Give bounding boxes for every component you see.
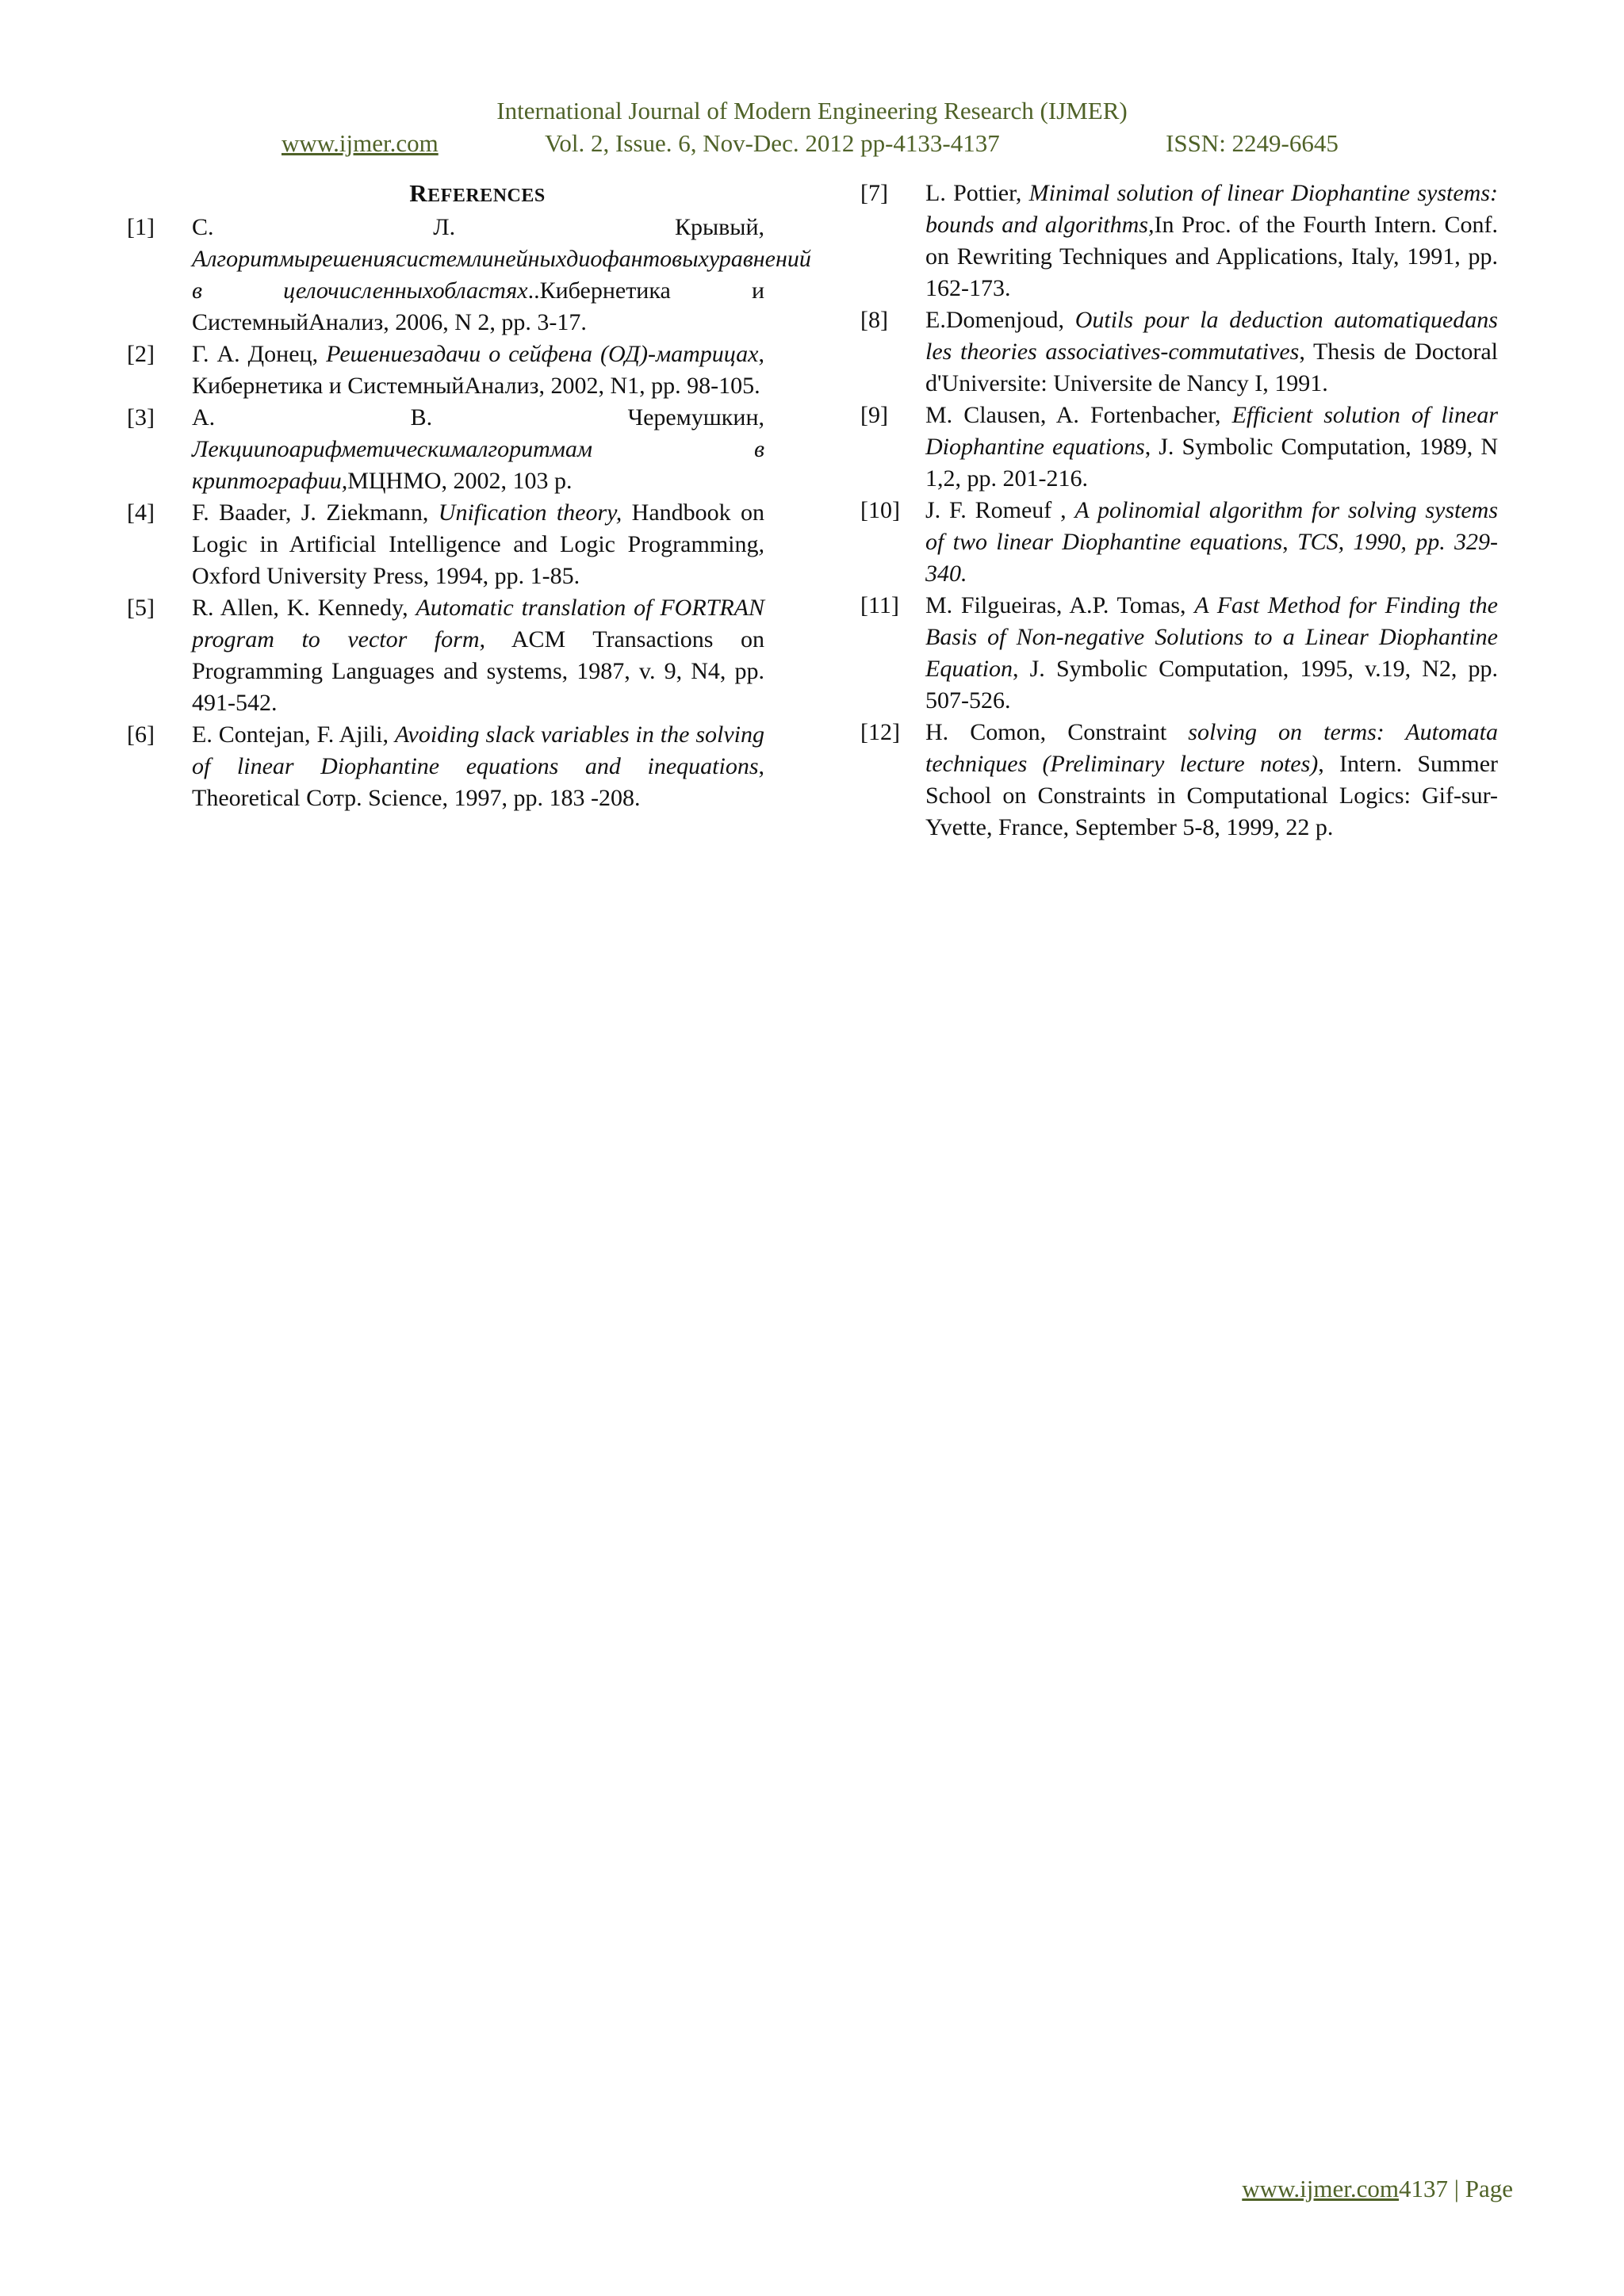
- reference-text: , Кибернетика и СистемныйАнализ, 2002, N1, pp. 98-105.: [192, 341, 764, 399]
- left-column: [127, 178, 811, 814]
- reference-item: [860, 400, 1498, 495]
- right-column: [860, 178, 1498, 844]
- reference-title-text: Лекциипоарифметическималгоритмам в криптографии,: [192, 436, 764, 494]
- reference-number: [10]: [860, 497, 900, 523]
- reference-item: [127, 402, 764, 497]
- reference-title-text: Алгоритмырешениясистемлинейныхдиофантовыхуравнений в целочисленныхобластях: [192, 246, 811, 304]
- reference-text: F. Baader, J. Ziekmann,: [192, 499, 439, 526]
- reference-text: M. Filgueiras, A.P. Tomas,: [925, 592, 1195, 618]
- reference-list-right: [860, 178, 1498, 844]
- reference-number: [1]: [127, 214, 155, 240]
- reference-title-text: Efficient solution of linear Diophantine equations: [925, 402, 1498, 460]
- header-website-link[interactable]: www.ijmer.com: [282, 129, 439, 157]
- reference-item: [860, 495, 1498, 590]
- references-heading-initial: R: [409, 179, 428, 207]
- reference-item: [127, 719, 764, 814]
- reference-text: In Proc. of the Fourth Intern. Conf. on Rewriting Techniques and Applications, Italy, 1991, pp. 162-173.: [925, 212, 1498, 301]
- reference-title-text: Outils pour la deduction automatiquedans les theories associatives-commutatives: [925, 307, 1498, 365]
- reference-title-text: ,: [758, 531, 764, 557]
- reference-text: Handbook on Logic in Artificial Intelligence and Logic Programming: [192, 499, 765, 557]
- reference-title-text: Unification theory,: [438, 499, 622, 526]
- reference-title-text: Решениезадачи о сейфена (ОД)-матрицах: [326, 341, 759, 367]
- reference-text: M. Clausen, A. Fortenbacher,: [925, 402, 1232, 428]
- reference-number: [4]: [127, 499, 155, 526]
- reference-text: МЦНМО, 2002, 103 p.: [347, 468, 573, 494]
- reference-text: ..Кибернетика и СистемныйАнализ, 2006, N 2, pp. 3-17.: [192, 277, 764, 335]
- reference-text: , Thesis de Doctoral d'Universite: Universite de Nancy I, 1991.: [925, 339, 1498, 396]
- reference-title-text: A polinomial algorithm for solving systems of two linear Diophantine equations: [925, 497, 1498, 555]
- reference-number: [2]: [127, 341, 155, 367]
- reference-text: Oxford University Press, 1994, pp. 1-85.: [192, 563, 580, 589]
- reference-number: [6]: [127, 721, 155, 748]
- reference-list-left: [127, 212, 811, 814]
- reference-title-text: TCS, 1990, pp. 329-340.: [925, 529, 1499, 587]
- reference-text: J. F. Romeuf ,: [925, 497, 1075, 523]
- reference-text: L. Pottier,: [925, 180, 1029, 206]
- reference-number: [11]: [860, 592, 899, 618]
- reference-text: H. Comon, Constraint: [925, 719, 1189, 745]
- reference-title-text: Automatic translation of FORTRAN program to vector form,: [192, 595, 764, 652]
- reference-text: ACM Transactions on Programming Languages and systems, 1987, v. 9, N4, pp. 491-542.: [192, 626, 764, 716]
- reference-number: [3]: [127, 404, 155, 430]
- reference-text: , Intern. Summer School on Constraints in Computational Logics: Gif-sur-Yvette, France, September 5-8, 1999, 22 p.: [925, 751, 1498, 840]
- reference-item: [127, 339, 764, 402]
- reference-text: ,: [1282, 529, 1297, 555]
- reference-text: R. Allen, K. Kennedy,: [192, 595, 416, 621]
- reference-title-text: Minimal solution of linear Diophantine systems: bounds and algorithms,: [925, 180, 1498, 238]
- reference-title-text: A Fast Method for Finding the Basis of Non-negative Solutions to a Linear Diophantine Equation: [925, 592, 1498, 682]
- reference-number: [9]: [860, 402, 888, 428]
- reference-title-text: solving on terms: Automata techniques (Preliminary lecture notes): [925, 719, 1498, 777]
- reference-item: [860, 717, 1498, 844]
- reference-title-text: Avoiding slack variables in the solving of linear Diophantine equations and inequations: [192, 721, 764, 779]
- reference-text: Г. А. Донец,: [192, 341, 327, 367]
- reference-item: [860, 590, 1498, 717]
- footer-website-link[interactable]: www.ijmer.com: [1242, 2175, 1400, 2202]
- reference-item: [860, 178, 1498, 304]
- reference-text: E. Contejan, F. Ajili,: [192, 721, 395, 748]
- reference-text: , J. Symbolic Computation, 1995, v.19, N2, pp. 507-526.: [925, 656, 1498, 714]
- journal-title: International Journal of Modern Engineering Research (IJMER): [496, 97, 1128, 124]
- reference-item: [127, 592, 764, 719]
- reference-text: , Theoretical Сотр. Science, 1997, pp. 183 -208.: [192, 753, 764, 811]
- references-heading: [190, 178, 764, 212]
- reference-text: , J. Symbolic Computation, 1989, N 1,2, pp. 201-216.: [925, 434, 1498, 492]
- reference-item: [860, 304, 1498, 400]
- page-footer: [1242, 2175, 1513, 2203]
- reference-number: [7]: [860, 180, 888, 206]
- reference-item: [127, 212, 811, 339]
- reference-text: С. Л. Крывый,: [192, 214, 764, 240]
- footer-separator: |: [1448, 2175, 1465, 2202]
- header-issn: ISSN: 2249-6645: [1166, 129, 1339, 157]
- reference-item: [127, 497, 764, 592]
- reference-number: [8]: [860, 307, 888, 333]
- reference-text: А. В. Черемушкин,: [192, 404, 764, 430]
- reference-number: [12]: [860, 719, 900, 745]
- footer-page-label: Page: [1465, 2175, 1513, 2202]
- reference-number: [5]: [127, 595, 155, 621]
- references-heading-rest: EFERENCES: [427, 186, 546, 206]
- footer-page-number: 4137: [1399, 2175, 1449, 2202]
- reference-text: E.Domenjoud,: [925, 307, 1075, 333]
- header-volume: Vol. 2, Issue. 6, Nov-Dec. 2012 pp-4133-4137: [545, 129, 1000, 157]
